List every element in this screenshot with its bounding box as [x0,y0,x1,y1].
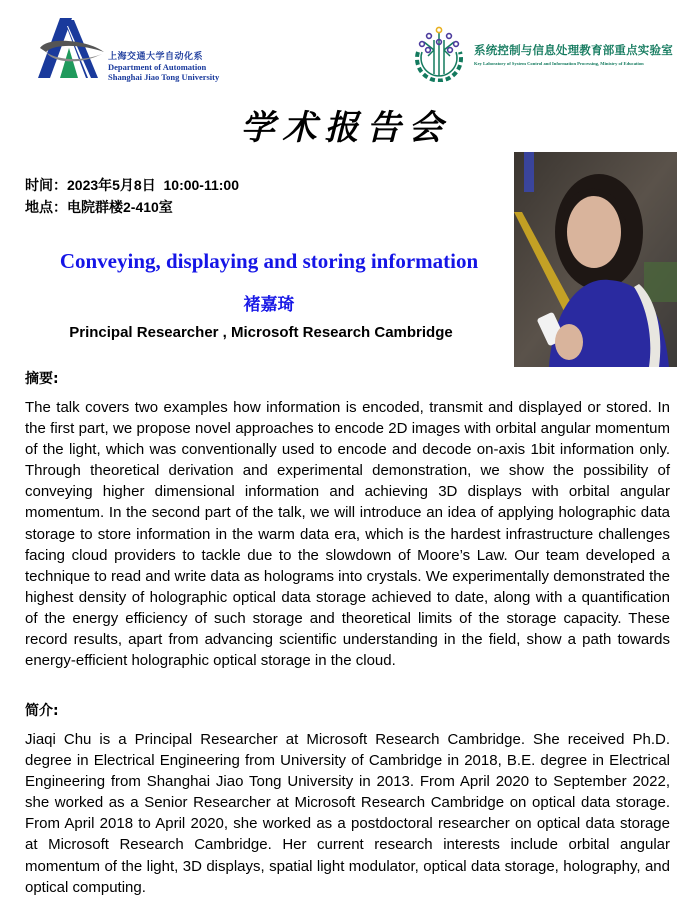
right-logo-cn-name: 系统控制与信息处理教育部重点实验室 [474,43,673,57]
sjtu-automation-logo [38,18,248,80]
time-label: 时间： [25,177,67,193]
place-value: 电院群楼2-410室 [67,199,173,215]
right-logo-en-name: Key Laboratory of System Control and Information Processing, Ministry of Education [474,61,644,66]
place-label: 地点： [25,199,67,215]
talk-title: Conveying, displaying and storing information [59,249,479,273]
time-row [25,174,239,196]
bio-text: Jiaqi Chu is a Principal Researcher at Microsoft Research Cambridge. She received Ph.D. degree in Electrical Engineering from University of Cambridge in 2018, B.E. degree in Electrical Engineering from Shanghai Jiao Tong University in 2013. From April 2020 to September 2022, she worked as a Senior Researcher at Microsoft Research Cambridge on optical data storage. From April 2018 to April 2020, she worked as a postdoctoral researcher on optical data storage at Microsoft Research Cambridge. Her current research interests include orbital angular momentum of the light, 3D displays, spatial light modulator, optical data storage, holography, and optical computing. [25,731,670,896]
speaker-name-cn: 褚嘉琦 [243,295,295,315]
left-logo-cn-name: 上海交通大学自动化系 [108,52,204,62]
key-lab-logo [408,20,678,82]
speaker-portrait-photo [514,152,677,367]
abstract-text: The talk covers two examples how information is encoded, transmit and displayed or stored. In the first part, we propose novel approaches to encode 2D images with orbital angular momentum of the light, which was conventionally used to encode and decode on-axis 1bit information only. Through theoretical derivation and experimental demonstration, we show the possibility of conveying higher dimensional information and achieving 3D displays with orbital angular momentum. In the second part of the talk, we will introduce an idea of applying holographic data storage to store information in the warm data era, which is the hardest infrastructure challenges facing cloud providers to tackle due to the slowdown of Moore’s Law. Our team developed a technique to read and write data as holograms into crystals. We experimentally demonstrated the highest density of holographic optical data storage achieved to date, along with a quantification of the energy efficiency of such storage and theoretical limits of the storage capacity. These record results, apart from advancing scientific understanding in the field, show a path towards energy-efficient holographic optical storage in the cloud. [25,399,670,670]
time-value: 2023年5月8日 10:00-11:00 [67,177,239,193]
gear-circuit-icon [408,20,470,82]
bio-label: 简介: [25,703,59,719]
speaker-role: Principal Researcher , Microsoft Research Cambridge [69,324,453,341]
page-title: 学术报告会 [240,108,451,148]
sjtu-a-logo-icon [38,18,108,80]
left-logo-en-line2: Shanghai Jiao Tong University [108,72,220,82]
place-row [25,196,239,218]
event-info [25,174,239,218]
abstract-label: 摘要: [25,371,59,387]
left-logo-en-line1: Department of Automation [108,62,207,72]
